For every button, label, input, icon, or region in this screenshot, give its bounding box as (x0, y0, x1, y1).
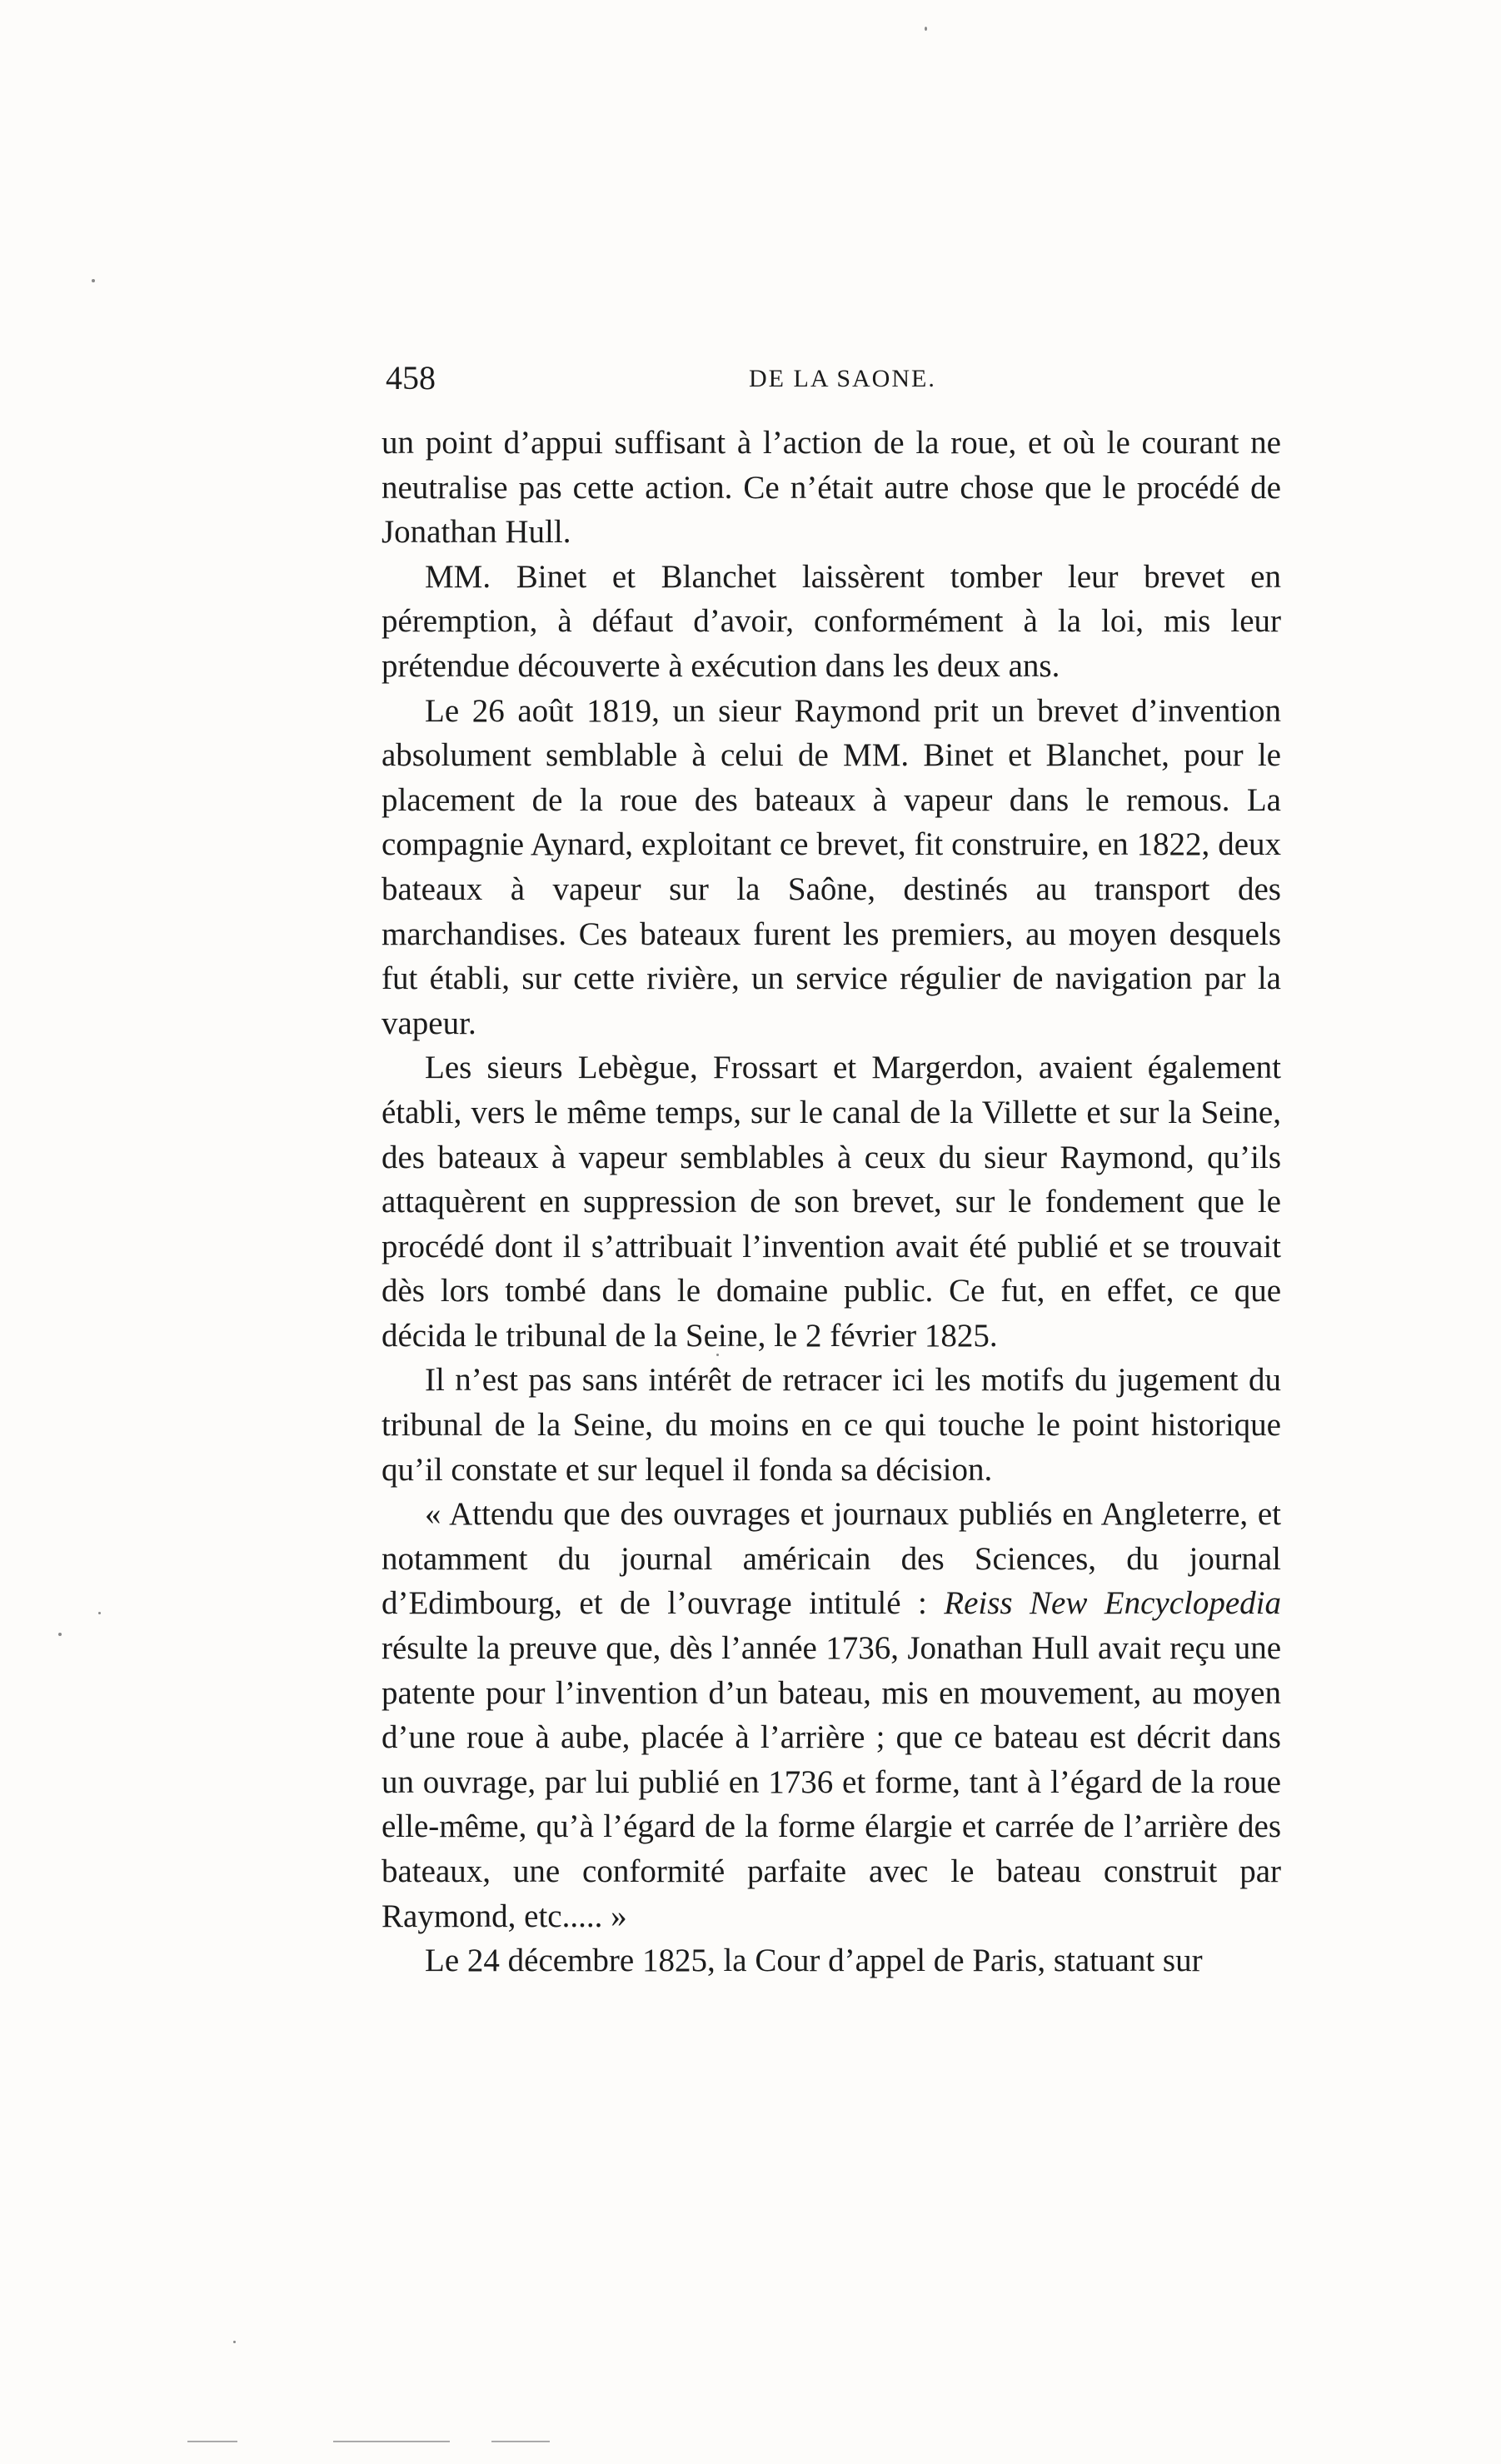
paper-speck (233, 2341, 236, 2343)
body-text (381, 421, 1281, 1983)
paper-speck (925, 27, 927, 31)
page-edge-rule (333, 2441, 450, 2442)
paper-speck (98, 1612, 101, 1614)
paper-speck (716, 1354, 719, 1356)
paragraph-3: Le 26 août 1819, un sieur Raymond prit un brevet d’invention absolument semblable à celui de MM. Binet et Blanchet, pour le placement de la roue des bateaux à vapeur dans le remous. La compagnie Aynard, exploitant ce brevet, fit construire, en 1822, deux bateaux à vapeur sur la Saône, destinés au transport des marchandises. Ces bateaux furent les premiers, au moyen desquels fut établi, sur cette rivière, un service régulier de navigation par la vapeur. (381, 692, 1281, 1041)
page-number: 458 (386, 359, 436, 397)
paragraph-6-quotation (381, 1492, 1281, 1938)
book-title-italic: Reiss New Encyclopedia (944, 1585, 1281, 1622)
page-header (386, 358, 1285, 408)
page-edge-rule (187, 2441, 237, 2442)
quotation-lead-text: « Attendu que des ouvrages et journaux publiés en Angleterre, et notamment du journal américain des Sciences, du journal d’Edimbourg, et de l’ouvrage intitulé : (381, 1496, 1281, 1622)
quotation-rest-text: résulte la preuve que, dès l’année 1736, Jonathan Hull avait reçu une patente pour l’invention d’un bateau, mis en mouvement, au moyen d’une roue à aube, placée à l’arrière ; que ce bateau est décrit dans un ouvrage, par lui publié en 1736 et forme, tant à l’égard de la roue elle-même, qu’à l’égard de la forme élargie et carrée de l’arrière des bateaux, une conformité parfaite avec le bateau construit par Raymond, etc..... » (381, 1630, 1281, 1934)
running-title: DE LA SAONE. (749, 365, 936, 392)
paper-speck (58, 1633, 62, 1636)
paragraph-4: Les sieurs Lebègue, Frossart et Margerdon, avaient également établi, vers le même temps, sur le canal de la Villette et sur la Seine, des bateaux à vapeur semblables à ceux du sieur Raymond, qu’ils attaquèrent en suppression de son brevet, sur le fondement que le procédé dont il s’attribuait l’invention avait été publié et se trouvait dès lors tombé dans le domaine public. Ce fut, en effet, ce que décida le tribunal de la Seine, le 2 février 1825. (381, 1050, 1281, 1354)
paragraph-5: Il n’est pas sans intérêt de retracer ici les motifs du jugement du tribunal de la Seine, du moins en ce qui touche le point historique qu’il constate et sur lequel il fonda sa décision. (381, 1362, 1281, 1488)
page-edge-rule (491, 2441, 550, 2442)
paper-speck (92, 279, 95, 282)
paragraph-1: un point d’appui suffisant à l’action de la roue, et où le courant ne neutralise pas cette action. Ce n’était autre chose que le procédé de Jonathan Hull. (381, 425, 1281, 551)
paragraph-2: MM. Binet et Blanchet laissèrent tomber leur brevet en péremption, à défaut d’avoir, conformément à la loi, mis leur prétendue découverte à exécution dans les deux ans. (381, 558, 1281, 684)
paragraph-7: Le 24 décembre 1825, la Cour d’appel de Paris, statuant sur (425, 1943, 1203, 1979)
